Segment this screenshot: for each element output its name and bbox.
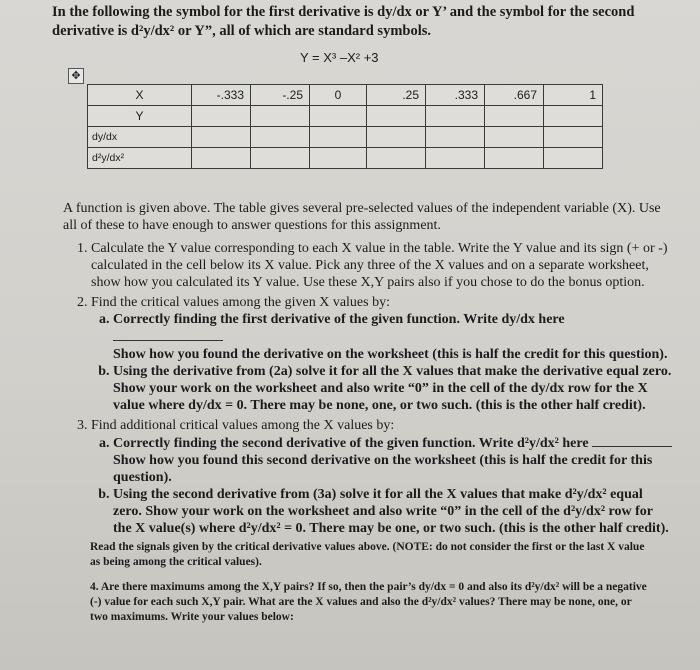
d2ydx2-value-cell[interactable] bbox=[192, 148, 251, 169]
dydx-value-cell[interactable] bbox=[310, 127, 367, 148]
question-3-text: Find additional critical values among the X values by: bbox=[91, 418, 395, 433]
question-1-text: Calculate the Y value corresponding to each X value in the table. Write the Y value and its sign (+ or -) calculated in the cell below its X value. Pick any three of the X values and on a separate worksheet, show how you calculated its Y value. Use these X,Y pairs also if you chose to do the bonus option. bbox=[91, 241, 668, 290]
question-2-text: Find the critical values among the given X values by: bbox=[91, 295, 390, 310]
x-value-cell: -.25 bbox=[251, 85, 310, 106]
d2ydx2-value-cell[interactable] bbox=[251, 148, 310, 169]
question-2b bbox=[113, 363, 673, 414]
x-value-cell: .25 bbox=[367, 85, 426, 106]
d2ydx2-value-cell[interactable] bbox=[426, 148, 485, 169]
y-value-cell[interactable] bbox=[192, 106, 251, 127]
question-2a-text: Correctly finding the first derivative of the given function. Write dy/dx here bbox=[113, 312, 565, 327]
intro-text: In the following the symbol for the first derivative is dy/dx or Y’ and the symbol for the second derivative is d²y/dx² or Y”, all of which are standard symbols. bbox=[52, 4, 635, 39]
x-value-cell: .667 bbox=[485, 85, 544, 106]
question-4-number: 4. bbox=[90, 581, 99, 593]
question-2b-text: Using the derivative from (2a) solve it for all the X values that make the derivative equal zero. Show your work on the worksheet and also write “0” in the cell of the dy/dx row for the X value where dy/dx = 0. There may be none, one, or two such. (this is the other half credit). bbox=[113, 364, 672, 413]
d2ydx2-value-cell[interactable] bbox=[310, 148, 367, 169]
y-value-cell[interactable] bbox=[251, 106, 310, 127]
x-value-cell: -.333 bbox=[192, 85, 251, 106]
dydx-value-cell[interactable] bbox=[544, 127, 603, 148]
question-3a-note: Show how you found this second derivative on the worksheet (this is half the credit for this question). bbox=[113, 453, 653, 485]
question-3 bbox=[91, 417, 673, 537]
d2ydx2-value-cell[interactable] bbox=[544, 148, 603, 169]
y-value-cell[interactable] bbox=[544, 106, 603, 127]
d2ydx2-value-cell[interactable] bbox=[367, 148, 426, 169]
question-1 bbox=[91, 240, 673, 291]
row-label-d2ydx2: d²y/dx² bbox=[88, 148, 192, 169]
dydx-value-cell[interactable] bbox=[367, 127, 426, 148]
d2ydx2-value-cell[interactable] bbox=[485, 148, 544, 169]
y-value-cell[interactable] bbox=[367, 106, 426, 127]
y-value-cell[interactable] bbox=[485, 106, 544, 127]
table-row-x bbox=[88, 85, 603, 106]
table-row-d2ydx2 bbox=[88, 148, 603, 169]
y-value-cell[interactable] bbox=[426, 106, 485, 127]
question-4-text: Are there maximums among the X,Y pairs? If so, then the pair’s dy/dx = 0 and also its d²y/dx² will be a negative (-) value for each such X,Y pair. What are the X values and also the d²y/dx² values? There may be none, one, or two maximums. Write your values below: bbox=[90, 581, 647, 623]
values-table bbox=[87, 84, 603, 169]
function-description: A function is given above. The table gives several pre-selected values of the independent variable (X). Use all of these to have enough to answer questions for this assignment. bbox=[63, 201, 661, 233]
assignment-body bbox=[63, 200, 673, 540]
question-3b-text: Using the second derivative from (3a) solve it for all the X values that make d²y/dx² equal zero. Show your work on the worksheet and also write “0” in the cell of the d²y/dx² row for the X value(s) where d²y/dx² = 0. There may be one, or two such. (this is the other half credit). bbox=[113, 487, 669, 536]
row-label-x: X bbox=[88, 85, 192, 106]
d2ydx2-answer-line[interactable] bbox=[592, 434, 672, 447]
table-row-dydx bbox=[88, 127, 603, 148]
question-4 bbox=[90, 580, 650, 625]
dydx-answer-line[interactable] bbox=[113, 328, 223, 341]
x-value-cell: .333 bbox=[426, 85, 485, 106]
read-signals-note: Read the signals given by the critical derivative values above. (NOTE: do not consider the first or the last X value as being among the critical values). bbox=[90, 541, 645, 568]
x-value-cell: 0 bbox=[310, 85, 367, 106]
y-value-cell[interactable] bbox=[310, 106, 367, 127]
question-2a-note: Show how you found the derivative on the worksheet (this is half the credit for this question). bbox=[113, 347, 668, 362]
question-2 bbox=[91, 294, 673, 414]
question-3-sublist bbox=[91, 434, 673, 537]
question-2a bbox=[113, 311, 673, 363]
question-3b bbox=[113, 486, 673, 537]
dydx-value-cell[interactable] bbox=[485, 127, 544, 148]
question-list bbox=[63, 240, 673, 537]
table-row-y bbox=[88, 106, 603, 127]
question-2-sublist bbox=[91, 311, 673, 414]
row-label-dydx: dy/dx bbox=[88, 127, 192, 148]
row-label-y: Y bbox=[88, 106, 192, 127]
function-equation: Y = X³ –X² +3 bbox=[300, 50, 379, 65]
dydx-value-cell[interactable] bbox=[192, 127, 251, 148]
x-value-cell: 1 bbox=[544, 85, 603, 106]
table-move-handle-icon[interactable]: ✥ bbox=[68, 68, 84, 84]
question-3a-text: Correctly finding the second derivative of the given function. Write d²y/dx² here bbox=[113, 436, 589, 451]
question-3a bbox=[113, 434, 673, 486]
dydx-value-cell[interactable] bbox=[251, 127, 310, 148]
dydx-value-cell[interactable] bbox=[426, 127, 485, 148]
